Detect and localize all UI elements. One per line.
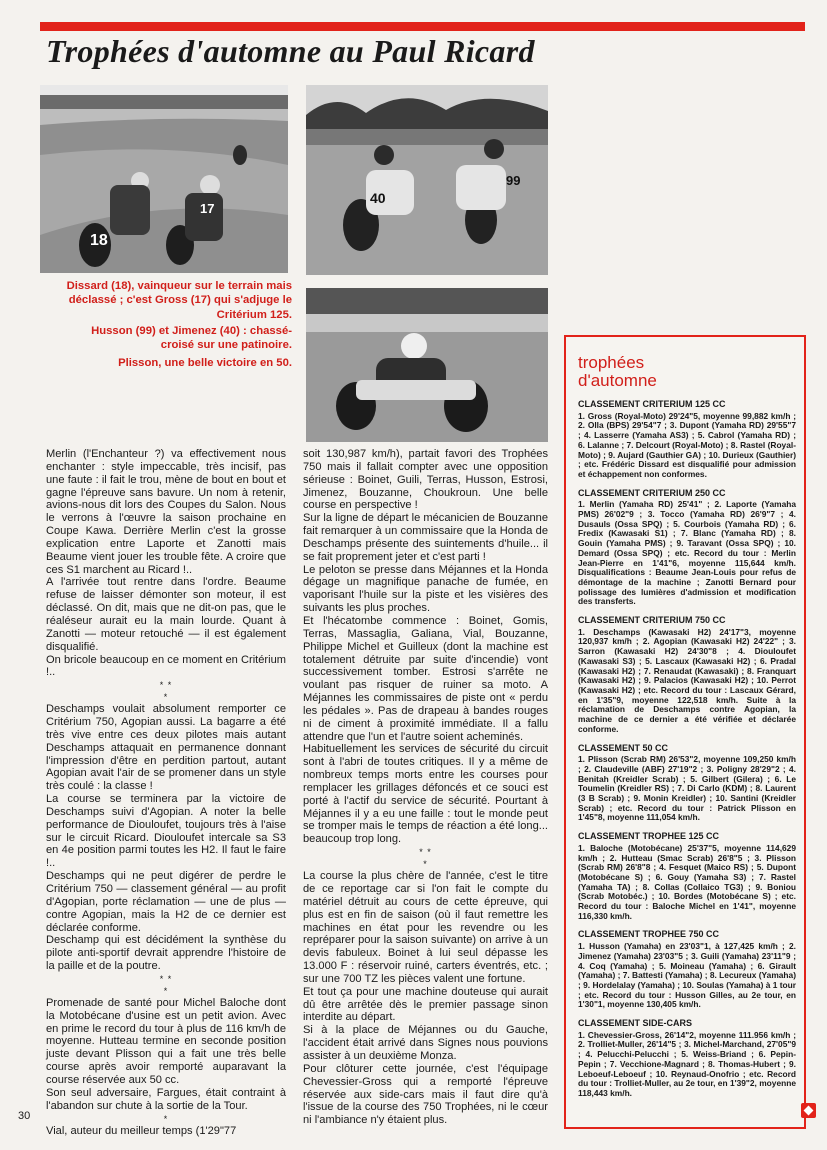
results-box (564, 335, 806, 1129)
caption-plisson: Plisson, une belle victoire en 50. (118, 357, 292, 369)
paragraph: Merlin (l'Enchanteur ?) va effectivement nous enchanter : style impeccable, très incisif, pas une faute : il fait le trou, mène de bout en bout et gagne l'épreuve sans bavure. Un nom à retenir, avions-nous dit lors des Coupes du Salon. Nous le verrons à l'œuvre la saison prochaine en Coupe Kawa. Derrière Merlin c'est la grosse explication entre Laporte et Zanotti mais Beaume vient jouer les trouble fête. A croire que ces S1 marchent au Ricard !.. (46, 448, 286, 576)
paragraph: Pour clôturer cette journée, c'est l'équipage Chevessier-Gross qui a remporté l'épreuve réservée aux side-cars mais il faut dire qu'à l'issue de la course des 750 Trophées, ni le cœur ni l'ambiance n'y étaient plus. (303, 1062, 548, 1127)
paragraph: Si à la place de Méjannes ou du Gauche, l'accident était arrivé dans Signes nous pouvions assister à un deuxième Monza. (303, 1024, 548, 1062)
plate-40: 40 (370, 190, 386, 206)
paragraph: Sur la ligne de départ le mécanicien de Bouzanne fait remarquer à un commissaire que la Honda de Deschamps présente des suintements d'huile... il se fait proprement jeter et c'est parti ! (303, 512, 548, 563)
paragraph: On bricole beaucoup en ce moment en Critérium !.. (46, 653, 286, 679)
paragraph: La course se terminera par la victoire de Deschamps suivi d'Agopian. A noter la belle performance de Diouloufet, toujours très à l'aise sur le circuit Ricard. Diouloufet intercale sa S3 en 4e position parmi toutes les H2. Il faut le faire !.. (46, 793, 286, 870)
paragraph: Et l'hécatombe commence : Boinet, Gomis, Terras, Massaglia, Galiana, Vial, Bouzanne, Philippe Michel et Guilleux (dont la machine est totalement détruite par suite d'incendie) vont successivement tomber. Estrosi s'arrête ne voulant pas risquer de ruiner sa moto. A Méjannes les commissaires de piste ont « perdu les pédales ». Pas de drapeau à bandes rouges ni de ciment à proximité immédiate. Il a fallu attendre que l'un et l'autre soient acheminés. (303, 614, 548, 743)
plate-99: 99 (506, 173, 521, 188)
photo-husson-jimenez (306, 85, 548, 275)
paragraph: La course la plus chère de l'année, c'est le titre de ce reportage car si l'on fait le compte du matériel détruit au cours de cette épreuve, qui plus est en fin de saison (où il faut remettre les machines en état pour les revendre ou les repréparer pour la saison suivante) on arrive à un devis fabuleux. Boinet à lui seul dépasse les 13.000 F : réservoir ruiné, carters éventrés, etc. ; sur une 700 TZ les pièces valent une fortune. (303, 870, 548, 985)
magazine-logo-icon (801, 1103, 816, 1118)
plate-17: 17 (200, 201, 215, 216)
result-heading: CLASSEMENT SIDE-CARS (578, 1018, 693, 1029)
asterism: * * * (159, 680, 173, 703)
result-block (578, 832, 796, 921)
result-text: 1. Plisson (Scrab RM) 26'53"2, moyenne 109,250 km/h ; 2. Claudeville (ABF) 27'19"2 ; 3. Poligny 28'29"2 ; 4. Benitah (Kreidler Scrab) ; 5. Gilbert (Gilera) ; 6. Le Toumelin (Kreidler RS) ; 7. Di Carlo (KDM) ; 8. Laurent (3 B Scrab) ; 9. Monin Kreidler) ; 10. Santini (Kreidler Scrab) ; etc. Record du tour : Patrick Plisson en 1'45"8, moyenne 111,054 km/h. (578, 754, 796, 823)
result-heading: CLASSEMENT CRITERIUM 750 CC (578, 615, 726, 626)
article-column-2 (303, 448, 548, 1128)
result-block (578, 1019, 796, 1099)
result-heading: CLASSEMENT CRITERIUM 125 CC (578, 399, 726, 409)
result-text: 1. Chevessier-Gross, 26'14"2, moyenne 111.956 km/h ; 2. Trolliet-Muller, 26'14"5 ; 3. Michel-Marchand, 27'05"9 ; 4. Pelucchi-Pelucchi ; 5. Weiss-Briand ; 6. Pepin-Pepin ; 7. Vecchione-Magnard ; 8. Thomas-Hubert ; 9. Leboeuf-Leboeuf ; 10. Reynaud-Onofrio ; etc. Record du tour : Trolliet-Muller, au 2e tour, en 1'39"2, moyenne 118,443 km/h. (578, 1029, 796, 1098)
result-block (578, 930, 796, 1010)
paragraph: Habituellement les services de sécurité du circuit sont à l'abri de toutes critiques. Il y a même de nombreux temps morts entre les courses pour remplacer les grillages défoncés et ce souci est porté à l'actif du service de sécurité. Pourtant à Méjannes il y a eu une faille : tout le monde peut se tromper mais le temps de réaction a été long... beaucoup trop long. (303, 743, 548, 846)
photo-plisson (306, 288, 548, 442)
paragraph: A l'arrivée tout rentre dans l'ordre. Beaume refuse de laisser démonter son moteur, il est déclassé. On dit, mais que ne dit-on pas, que le réaléseur aurait eu la main lourde. Quant à Zanotti — moteur retouché — il est également disqualifié. (46, 576, 286, 653)
paragraph: Le peloton se presse dans Méjannes et la Honda dégage un magnifique panache de fumée, en vaporisant l'huile sur la piste et les visières des suivants les plus proches. (303, 563, 548, 615)
result-block (578, 744, 796, 824)
result-heading: CLASSEMENT 50 CC (578, 742, 669, 753)
result-block (578, 616, 796, 734)
page-number: 30 (18, 1110, 31, 1122)
result-text: 1. Deschamps (Kawasaki H2) 24'17"3, moyenne 120,937 km/h ; 2. Agopian (Kawasaki H2) 24'22" ; 3. Sarron (Kawasaki H2) 24'30"8 ; 4. Diouloufet (Kawasaki S3) ; 5. Lascaux (Kawasaki H2) ; 6. Pradal (Kawasaki H2) ; 7. Renaudat (Kawasaki) ; 8. Franquart (Kawasaki H2) ; 9. Palacios (Kawasaki H2) ; 10. Perrot (Kawasaki H2) ; etc. Record du tour : Lascaux Gérard, en 1'35"9, moyenne 122,518 km/h. Suite à la réclamation de Deschamps contre Agopian, la machine de ce dernier a été vérifiée et déclarée conforme. (578, 626, 796, 734)
caption-husson-jimenez: Husson (99) et Jimenez (40) : chassé-croisé sur une patinoire. (91, 325, 292, 352)
paragraph: Deschamp qui est décidément la synthèse du pilote anti-sportif devrait apprendre l'histoire de la paille et de la poutre. (46, 934, 286, 973)
asterism: * * * (159, 973, 173, 996)
asterism: * * * (419, 847, 432, 870)
results-title: trophées d'automne (578, 353, 657, 390)
caption-dissard-gross: Dissard (18), vainqueur sur le terrain mais déclassé ; c'est Gross (17) qui s'adjuge le Critérium 125. (66, 280, 292, 321)
result-text: 1. Baloche (Motobécane) 25'37"5, moyenne 114,629 km/h ; 2. Hutteau (Smac Scrab) 26'8"5 ; 3. Plisson (Scrab RM) 26'8"8 ; 4. Fesquet (Maico RS) ; 5. Dupont (Motobécane S) ; 6. Gouy (Yamaha S3) ; 7. Rastel (Yamaha TA) ; 8. Collas (Collaico TG3) ; 9. Boniou (Scrab Motobéc.) ; 10. Bordes (Motobécane S) ; etc. Record du tour : Baloche Michel en 1'41", moyenne 116,330 km/h. (578, 842, 796, 921)
result-heading: CLASSEMENT TROPHEE 750 CC (578, 929, 720, 940)
top-red-bar (40, 22, 805, 31)
result-block (578, 400, 796, 480)
paragraph: Vial, auteur du meilleur temps (1'29"77 (46, 1124, 237, 1137)
result-text: 1. Gross (Royal-Moto) 29'24"5, moyenne 99,882 km/h ; 2. Olla (BPS) 29'54"7 ; 3. Dupont (Yamaha RD) 29'55"7 ; 4. Lasserre (Yamaha AS3) ; 5. Cabrol (Yamaha RD) ; 6. Lalanne ; 7. Delcourt (Royal-Moto) ; 8. Rastel (Royal-Moto) ; 9. Aujard (Gauthier GA) ; 10. Durieux (Gauthier) ; etc. Frédéric Dissard est disqualifié pour admission et échappement non conformes. (578, 410, 796, 479)
results-list (578, 400, 796, 1099)
paragraph: Deschamps voulait absolument remporter ce Critérium 750, Agopian aussi. La bagarre a été très vive entre ces deux pilotes mais autant Deschamps attaquait en permanence donnant l'impression d'être en perdition partout, autant Agopian avait l'air de se promener dans un style très coulé : la classe ! (46, 703, 286, 793)
result-text: 1. Husson (Yamaha) en 23'03"1, à 127,425 km/h ; 2. Jimenez (Yamaha) 23'03"5 ; 3. Guili (Yamaha) 23'11"9 ; 4. Coq (Yamaha) ; 5. Moineau (Yamaha) ; 6. Girault (Yamaha) ; 7. Battesti (Yamaha) ; 8. Lecureux (Yamaha) ; 9. Hordelalay (Yamaha) ; 10. Soulas (Yamaha) à 1 tour ; etc. Record du tour : Husson Gilles, au 2e tour, en 1'30"1, moyenne 130,405 km/h. (578, 941, 796, 1010)
result-text: 1. Merlin (Yamaha RD) 25'41" ; 2. Laporte (Yamaha PMS) 26'02"9 ; 3. Tocco (Yamaha RD) 26'9"7 ; 4. Dusauls (Ossa SPQ) ; 5. Courbois (Yamaha RD) ; 6. Fredix (Kawasaki S1) ; 7. Blanc (Yamaha RD) ; 8. Gouin (Yamaha PMS) ; 9. Taravant (Ossa SPQ) ; 10. Demard (Ossa SPQ) ; etc. Record du tour : Merlin Jean-Pierre en 1'41"6, moyenne 115,644 km/h. Disqualifications : Beaume Jean-Louis pour refus de démontage de la machine ; Zanotti Bernard pour polissage des lumières d'admission et modification des transferts. (578, 499, 796, 607)
paragraph: soit 130,987 km/h), partait favori des Trophées 750 mais il fallait compter avec une opposition sérieuse : Boinet, Guili, Terras, Husson, Estrosi, Jimenez, Bouzanne, Choukroun. Une belle course en perspective ! (303, 448, 548, 512)
article-column-1 (46, 448, 286, 1137)
paragraph: Promenade de santé pour Michel Baloche dont la Motobécane d'usine est un petit avion. Avec en prime le record du tour à plus de 116 km/h de moyenne. Hutteau termine en seconde position juste devant Plisson qui a fait une très belle course après avoir remporté auparavant la course réservée aux 50 cc. (46, 996, 286, 1086)
paragraph: Son seul adversaire, Fargues, était contraint à l'abandon sur chute à la sortie de la Tour. (46, 1086, 286, 1112)
plate-18: 18 (90, 232, 108, 249)
result-heading: CLASSEMENT CRITERIUM 250 CC (578, 487, 726, 498)
result-block (578, 489, 796, 607)
photo-dissard-gross (40, 85, 288, 273)
result-heading: CLASSEMENT TROPHEE 125 CC (578, 831, 720, 842)
page-title: Trophées d'automne au Paul Ricard (46, 33, 535, 69)
paragraph: Deschamps qui ne peut digérer de perdre le Critérium 750 — classement général — au profit d'Agopian, porte réclamation — une de plus — contre Agopian, mais la H2 de ce dernier est déclarée conforme. (46, 870, 286, 934)
asterism: * (163, 1113, 169, 1124)
paragraph: Et tout ça pour une machine douteuse qui aurait dû être arrêtée dès le premier passage sinon interdite au départ. (303, 985, 548, 1024)
